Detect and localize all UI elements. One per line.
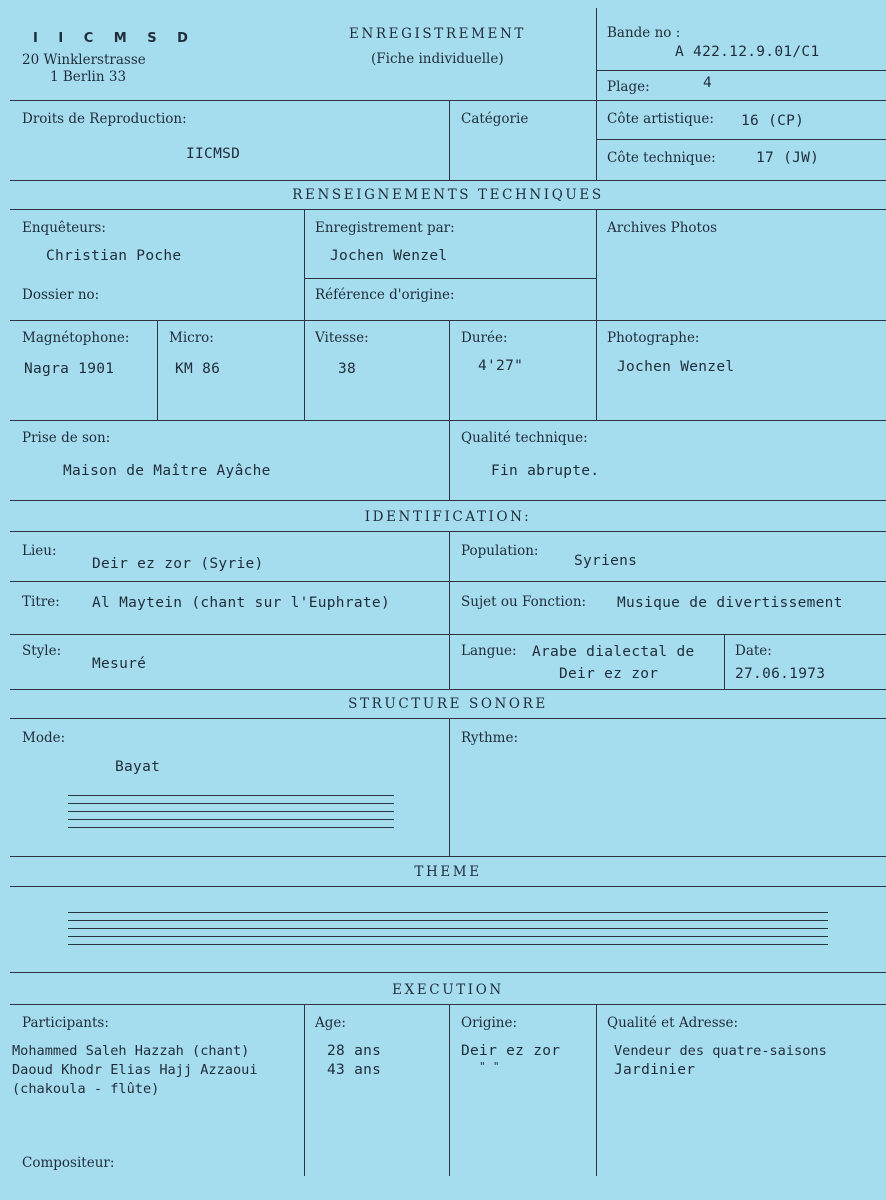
section-theme: THEME xyxy=(414,864,482,880)
mode-staff-line xyxy=(68,827,394,828)
rule xyxy=(10,856,886,857)
theme-staff-line xyxy=(68,920,828,921)
rule xyxy=(10,581,886,582)
titre-label: Titre: xyxy=(22,594,60,610)
micro-label: Micro: xyxy=(169,330,214,346)
rule xyxy=(449,718,450,856)
participant-name: Daoud Khodr Elias Hajj Azzaoui xyxy=(12,1062,258,1078)
compositeur-label: Compositeur: xyxy=(22,1155,115,1171)
participant-origine: Deir ez zor xyxy=(461,1043,561,1059)
participants-label: Participants: xyxy=(22,1015,109,1031)
enregistrement-label: Enregistrement par: xyxy=(315,220,455,236)
cote-artistique-value: 16 (CP) xyxy=(741,113,805,129)
bande-label: Bande no : xyxy=(607,25,681,41)
vitesse-value: 38 xyxy=(338,361,357,377)
date-value: 27.06.1973 xyxy=(735,666,826,682)
titre-value: Al Maytein (chant sur l'Euphrate) xyxy=(92,595,390,611)
rule xyxy=(10,320,886,321)
participant-instrument: (chakoula - flûte) xyxy=(12,1081,160,1097)
style-value: Mesuré xyxy=(92,656,147,672)
prise-de-son-value: Maison de Maître Ayâche xyxy=(63,463,271,479)
section-structure-sonore: STRUCTURE SONORE xyxy=(348,696,548,712)
cote-technique-label: Côte technique: xyxy=(607,150,716,166)
rule xyxy=(157,320,158,420)
date-label: Date: xyxy=(735,643,772,659)
photographe-value: Jochen Wenzel xyxy=(617,359,735,375)
section-renseignements-techniques: RENSEIGNEMENTS TECHNIQUES xyxy=(292,187,604,203)
sujet-value: Musique de divertissement xyxy=(617,595,843,611)
prise-de-son-label: Prise de son: xyxy=(22,430,111,446)
rule xyxy=(596,209,597,420)
enregistrement-value: Jochen Wenzel xyxy=(330,248,448,264)
mode-staff-line xyxy=(68,795,394,796)
rule xyxy=(449,320,450,420)
dossier-label: Dossier no: xyxy=(22,287,100,303)
rule xyxy=(10,531,886,532)
rule xyxy=(449,531,450,689)
lieu-label: Lieu: xyxy=(22,543,57,559)
magnetophone-value: Nagra 1901 xyxy=(24,361,115,377)
rule xyxy=(304,1004,305,1176)
address-line-1: 20 Winklerstrasse xyxy=(22,52,146,68)
sujet-label: Sujet ou Fonction: xyxy=(461,594,587,610)
langue-value-line-2: Deir ez zor xyxy=(559,666,659,682)
theme-staff-line xyxy=(68,912,828,913)
rule xyxy=(449,420,450,500)
qualite-technique-value: Fin abrupte. xyxy=(491,463,600,479)
qualite-technique-label: Qualité technique: xyxy=(461,430,588,446)
lieu-value: Deir ez zor (Syrie) xyxy=(92,556,264,572)
rule xyxy=(10,500,886,501)
rule xyxy=(10,180,886,181)
droits-value: IICMSD xyxy=(186,146,241,162)
address-line-2: 1 Berlin 33 xyxy=(50,69,127,85)
theme-staff-line xyxy=(68,944,828,945)
micro-value: KM 86 xyxy=(175,361,221,377)
langue-label: Langue: xyxy=(461,643,517,659)
section-execution: EXECUTION xyxy=(392,982,504,998)
rule xyxy=(724,634,725,689)
rule xyxy=(10,1004,886,1005)
theme-staff-line xyxy=(68,936,828,937)
form-subtitle: (Fiche individuelle) xyxy=(371,51,504,67)
mode-staff-line xyxy=(68,803,394,804)
langue-value-line-1: Arabe dialectal de xyxy=(532,644,695,660)
plage-divider xyxy=(596,70,886,71)
header-divider xyxy=(596,8,597,100)
plage-value: 4 xyxy=(703,75,713,91)
rule xyxy=(10,100,886,101)
rule xyxy=(449,1004,450,1176)
rule xyxy=(10,209,886,210)
reference-label: Référence d'origine: xyxy=(315,287,455,303)
duree-value: 4'27" xyxy=(478,358,524,374)
rule xyxy=(10,420,886,421)
rule xyxy=(10,886,886,887)
mode-staff-line xyxy=(68,819,394,820)
rule xyxy=(304,320,305,420)
rule xyxy=(10,972,886,973)
rule xyxy=(10,634,886,635)
origine-label: Origine: xyxy=(461,1015,518,1031)
rule xyxy=(304,209,305,320)
qualite-adresse-label: Qualité et Adresse: xyxy=(607,1015,739,1031)
participant-name: Mohammed Saleh Hazzah (chant) xyxy=(12,1043,250,1059)
duree-label: Durée: xyxy=(461,330,508,346)
participant-age: 28 ans xyxy=(327,1043,382,1059)
droits-label: Droits de Reproduction: xyxy=(22,111,187,127)
cote-artistique-label: Côte artistique: xyxy=(607,111,714,127)
org-acronym: I I C M S D xyxy=(33,31,196,46)
form-title: ENREGISTREMENT xyxy=(349,26,526,42)
photographe-label: Photographe: xyxy=(607,330,700,346)
style-label: Style: xyxy=(22,643,62,659)
enqueteurs-value: Christian Poche xyxy=(46,248,182,264)
population-value: Syriens xyxy=(574,553,638,569)
rule xyxy=(596,139,886,140)
mode-label: Mode: xyxy=(22,730,66,746)
rythme-label: Rythme: xyxy=(461,730,519,746)
mode-value: Bayat xyxy=(115,759,161,775)
rule xyxy=(449,100,450,180)
participant-age: 43 ans xyxy=(327,1062,382,1078)
age-label: Age: xyxy=(315,1015,346,1031)
magnetophone-label: Magnétophone: xyxy=(22,330,130,346)
plage-label: Plage: xyxy=(607,79,650,95)
theme-staff-line xyxy=(68,928,828,929)
participant-qualite: Jardinier xyxy=(614,1062,696,1078)
cote-technique-value: 17 (JW) xyxy=(756,150,820,166)
participant-qualite: Vendeur des quatre-saisons xyxy=(614,1043,827,1059)
participant-origine: " " xyxy=(479,1060,500,1073)
rule xyxy=(10,718,886,719)
rule xyxy=(10,689,886,690)
rule xyxy=(596,1004,597,1176)
bande-value: A 422.12.9.01/C1 xyxy=(675,44,820,60)
archives-photos-label: Archives Photos xyxy=(607,220,717,236)
mode-staff-line xyxy=(68,811,394,812)
categorie-label: Catégorie xyxy=(461,111,529,127)
enqueteurs-label: Enquêteurs: xyxy=(22,220,106,236)
rule xyxy=(304,278,596,279)
section-identification: IDENTIFICATION: xyxy=(364,509,532,525)
vitesse-label: Vitesse: xyxy=(315,330,369,346)
population-label: Population: xyxy=(461,543,539,559)
